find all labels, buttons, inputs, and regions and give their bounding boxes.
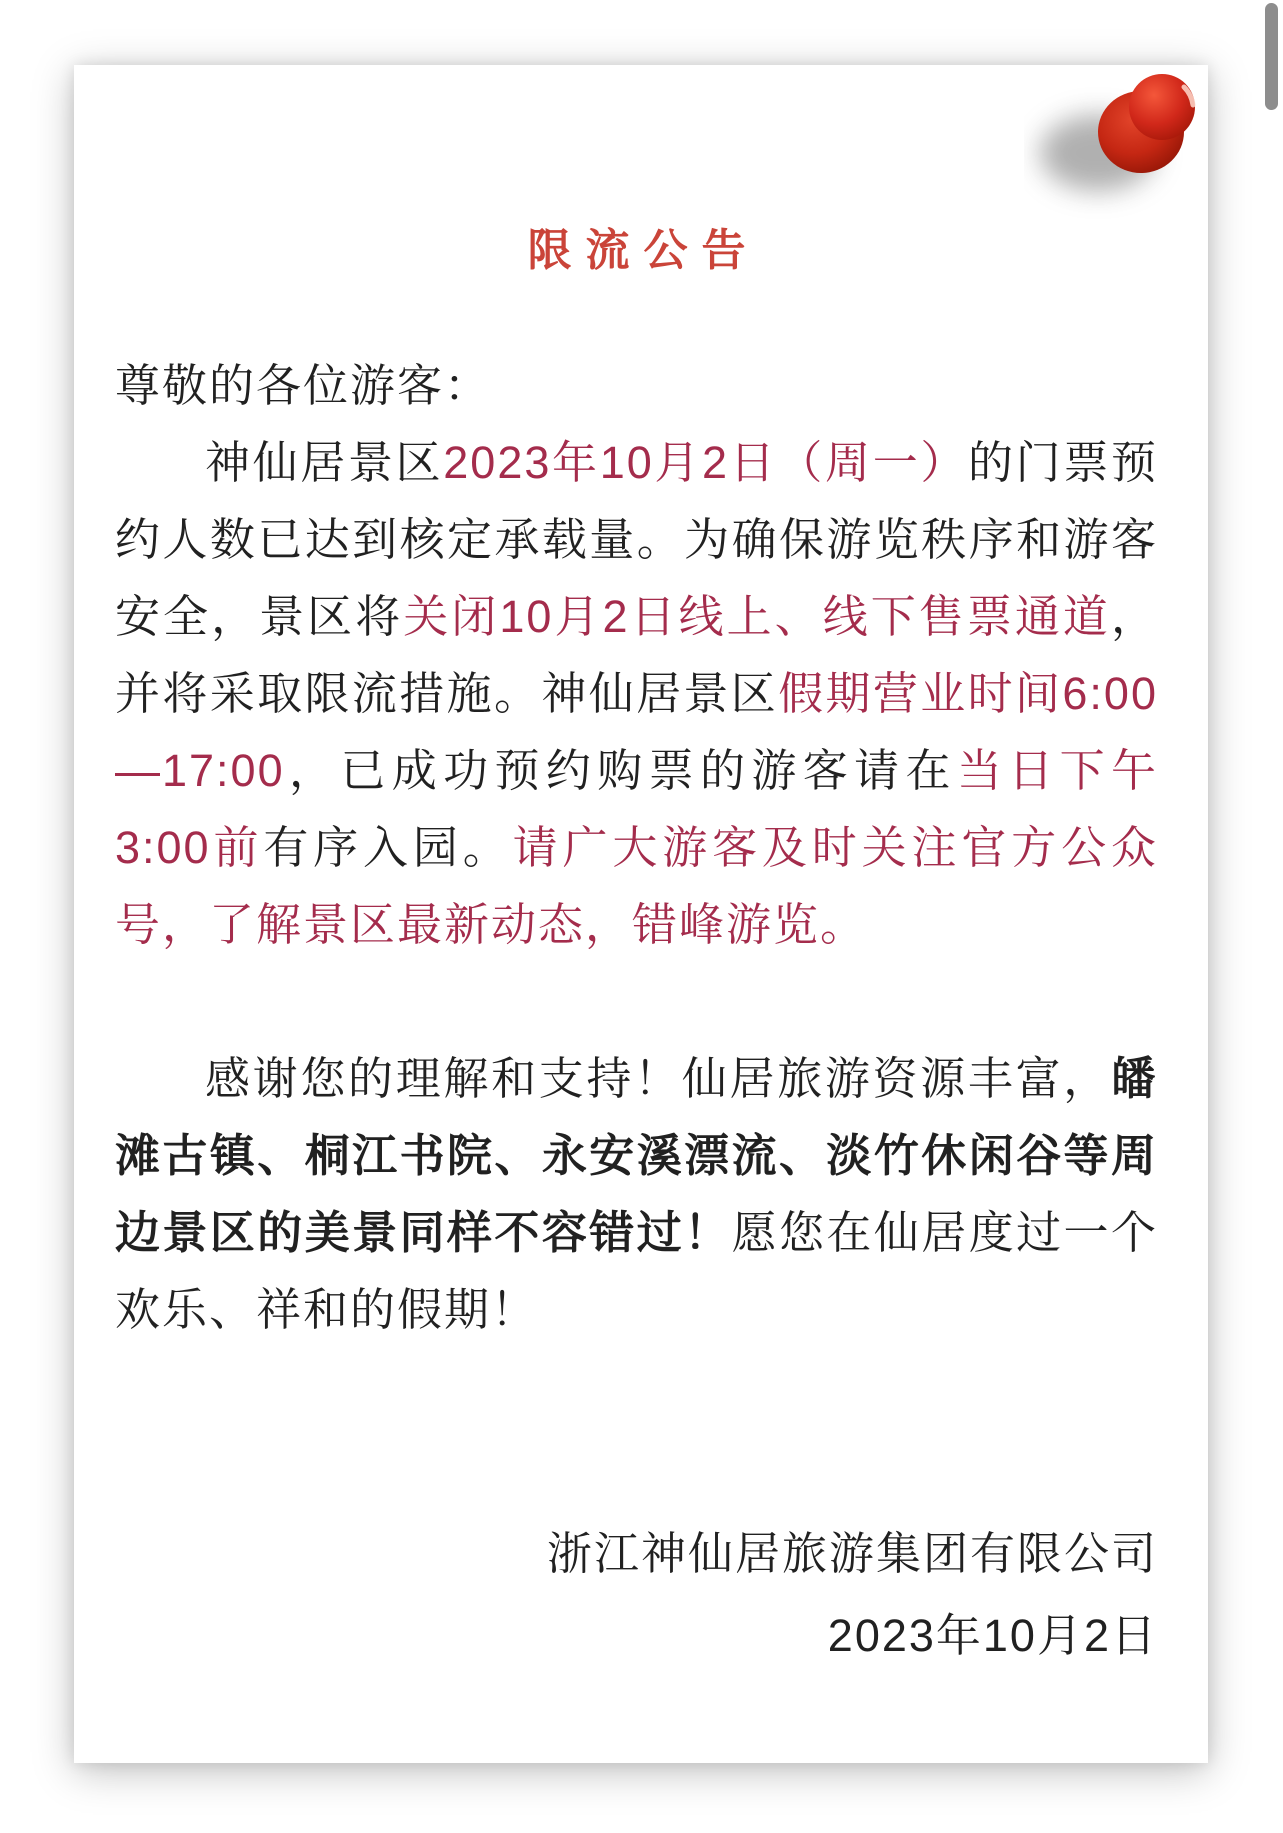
text-segment-red: 假期营业时间6:00—17:00 (115, 668, 1158, 796)
text-segment: 感谢您的理解和支持！仙居旅游资源丰富， (205, 1053, 1111, 1104)
pushpin-icon (1024, 65, 1208, 235)
body-paragraph-1 (115, 424, 1158, 963)
text-segment: 愿您在仙居度过一个欢乐、祥和的假期！ (115, 1207, 1158, 1335)
text-segment-red: 请广大游客及时关注官方公众号，了解景区最新动态，错峰游览。 (115, 822, 1158, 950)
pushpin-cap (1129, 74, 1195, 140)
text-segment-bold: 皤滩古镇、桐江书院、永安溪漂流、淡竹休闲谷等周边景区的美景同样不容错过！ (115, 1053, 1158, 1258)
pushpin-highlight (1184, 87, 1193, 105)
text-segment: 有序入园。 (263, 822, 513, 873)
body-paragraph-2 (115, 1040, 1158, 1348)
text-segment-red: 2023年10月2日（周一） (443, 437, 969, 488)
text-segment-red: 当日下午3:00前 (115, 745, 1158, 873)
pushpin-shadow (1040, 115, 1156, 191)
text-segment: 的门票预约人数已达到核定承载量。为确保游览秩序和游客安全，景区将 (115, 437, 1158, 642)
signature-date: 2023年10月2日 (827, 1610, 1158, 1661)
text-segment: ，已成功预约购票的游客请在 (284, 745, 957, 796)
signature-company: 浙江神仙居旅游集团有限公司 (546, 1528, 1158, 1579)
notice-card (74, 65, 1208, 1763)
salutation: 尊敬的各位游客： (115, 360, 492, 411)
text-segment: ，并将采取限流措施。神仙居景区 (115, 591, 1158, 719)
pushpin-flange (1098, 91, 1184, 173)
signature-block (115, 1513, 1158, 1677)
text-segment: 神仙居景区 (205, 437, 444, 488)
notice-title: 限流公告 (527, 226, 760, 275)
scrollbar-thumb[interactable] (1265, 3, 1278, 110)
text-segment-red: 关闭10月2日线上、线下售票通道 (403, 591, 1111, 642)
